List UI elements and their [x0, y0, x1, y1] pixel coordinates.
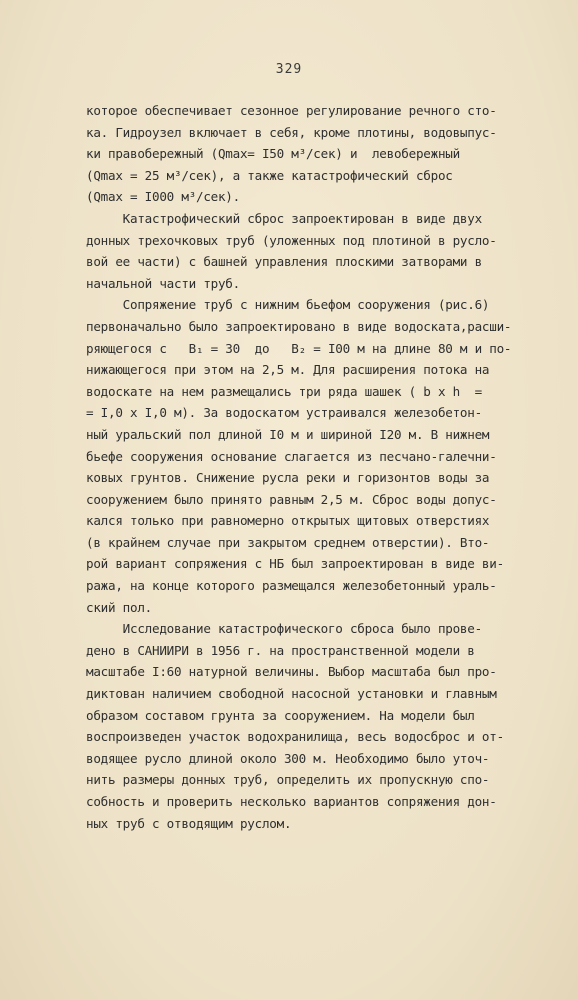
text-line: = I,0 x I,0 м). За водоскатом устраивался железобетон- — [86, 405, 482, 421]
text-line: которое обеспечивает сезонное регулирование речного сто- — [86, 103, 497, 118]
text-line: (в крайнем случае при закрытом среднем отверстии). Вто- — [86, 534, 490, 550]
text-line: бьефе сооружения основание слагается из песчано-галечни- — [86, 448, 497, 464]
text-line: ский пол. — [86, 599, 152, 615]
text-line: ный уральский пол длиной I0 м и шириной I20 м. В нижнем — [86, 426, 490, 442]
text-line: диктован наличием свободной насосной установки и главным — [86, 686, 497, 702]
text-line: Исследование катастрофического сброса было прове- — [86, 621, 482, 637]
text-line: кался только при равномерно открытых щитовых отверстиях — [86, 513, 490, 529]
text-line: нить размеры донных труб, определить их пропускную спо- — [86, 772, 490, 788]
text-line: ка. Гидроузел включает в себя, кроме плотины, водовыпус- — [86, 124, 497, 140]
text-line: нижающегося при этом на 2,5 м. Для расширения потока на — [86, 362, 490, 378]
text-line: ки правобережный (Qmax= I50 м³/сек) и левобережный — [86, 146, 460, 162]
text-line: дено в САНИИРИ в 1956 г. на пространственной модели в — [86, 642, 475, 658]
text-line: первоначально было запроектировано в виде водоската,расши- — [86, 318, 512, 334]
text-line: ных труб с отводящим руслом. — [86, 815, 292, 831]
text-line: донных трехочковых труб (уложенных под плотиной в русло- — [86, 232, 497, 248]
text-line: сооружением было принято равным 2,5 м. Сброс воды допус- — [86, 491, 497, 507]
text-line: рой вариант сопряжения с НБ был запроектирован в виде ви- — [86, 556, 504, 572]
body-text — [86, 100, 526, 834]
text-line: начальной части труб. — [86, 275, 240, 291]
text-line: водоскате на нем размещались три ряда шашек ( b x h = — [86, 383, 482, 399]
text-line: Сопряжение труб с нижним бьефом сооружения (рис.6) — [86, 297, 490, 313]
page-number: 329 — [275, 62, 303, 77]
text-line: собность и проверить несколько вариантов сопряжения дон- — [86, 794, 497, 809]
text-line: ряющегося с B₁ = 30 до B₂ = I00 м на длине 80 м и по- — [86, 340, 512, 356]
text-line: водящее русло длиной около 300 м. Необходимо было уточ- — [86, 750, 490, 766]
text-line: (Qmax = I000 м³/сек). — [86, 189, 240, 205]
text-line: Катастрофический сброс запроектирован в виде двух — [86, 210, 482, 226]
text-line: образом составом грунта за сооружением. На модели был — [86, 707, 475, 723]
text-line: масштабе I:60 натурной величины. Выбор масштаба был про- — [86, 664, 497, 680]
text-line: ковых грунтов. Снижение русла реки и горизонтов воды за — [86, 470, 490, 486]
text-line: вой ее части) с башней управления плоскими затворами в — [86, 254, 482, 270]
text-line: (Qmax = 25 м³/сек), а также катастрофический сброс — [86, 167, 453, 183]
text-line: воспроизведен участок водохранилища, весь водосброс и от- — [86, 729, 504, 745]
text-line: ража, на конце которого размещался железобетонный ураль- — [86, 578, 497, 594]
